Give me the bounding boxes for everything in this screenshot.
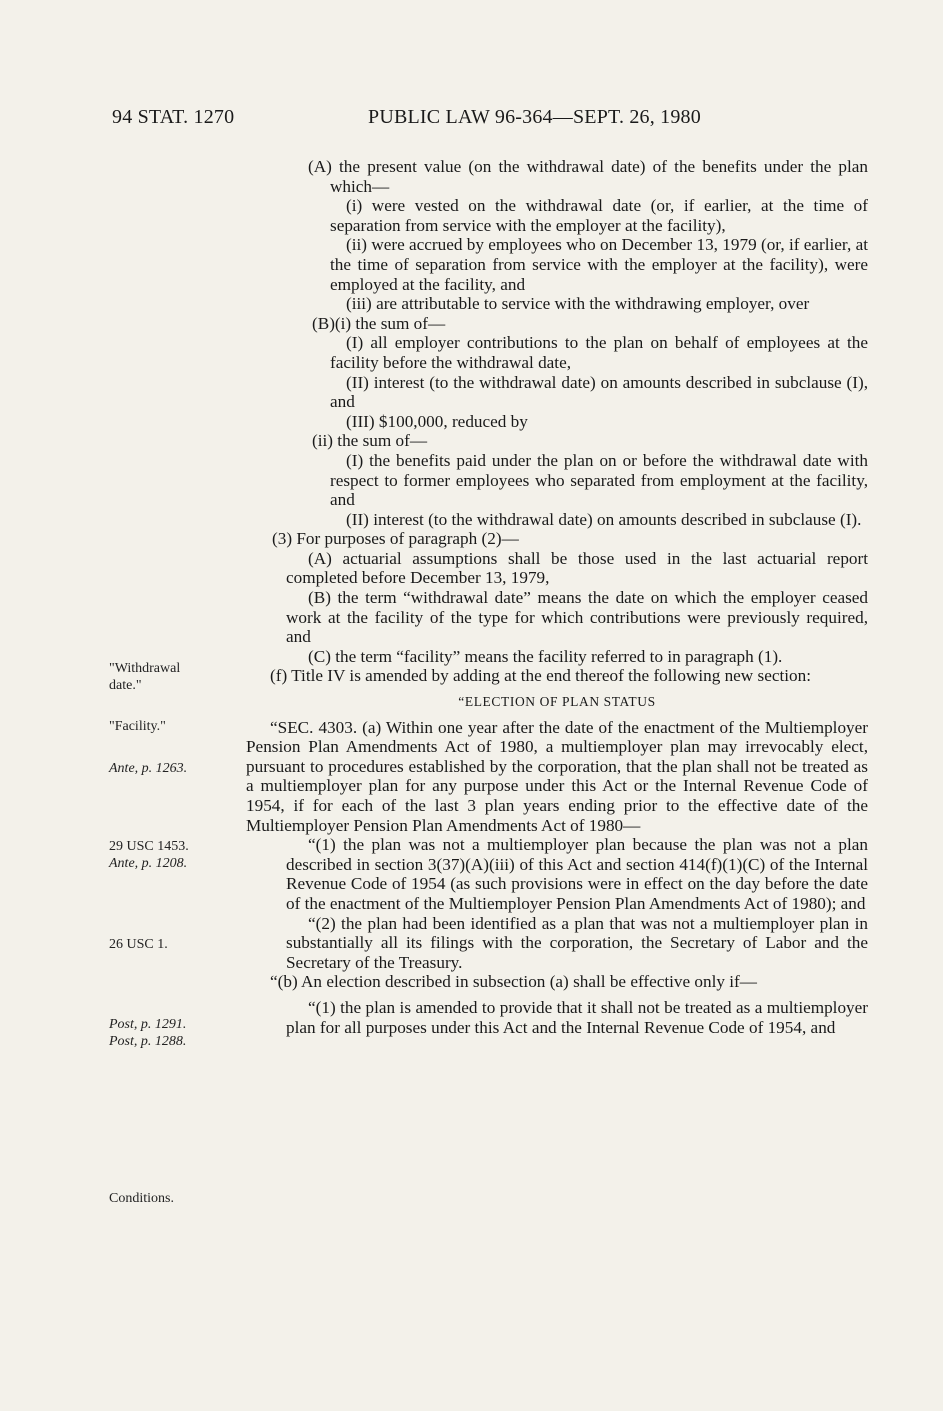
margin-note-facility: "Facility." xyxy=(109,719,166,734)
section-heading: “ELECTION OF PLAN STATUS xyxy=(458,694,656,710)
margin-note-post: Post, p. 1291. Post, p. 1288. xyxy=(109,1017,187,1049)
paragraph-A-present-value: (A) the present value (on the withdrawal date) of the benefits under the plan which— xyxy=(308,157,868,196)
paragraph-B-i: (B)(i) the sum of— xyxy=(312,313,446,333)
section-4303-b: “(b) An election described in subsection (a) shall be effective only if— xyxy=(270,972,757,992)
paragraph-3-A: (A) actuarial assumptions shall be those used in the last actuarial report completed before December 13, 1979, xyxy=(286,548,868,588)
clause-ii: (ii) were accrued by employees who on December 13, 1979 (or, if earlier, at the time of separation from service with the employer at the facility), were employed at the facility, and xyxy=(330,235,868,294)
paragraph-3: (3) For purposes of paragraph (2)— xyxy=(272,529,519,549)
margin-note-ante-1263: Ante, p. 1263. xyxy=(109,761,188,776)
clause-i: (i) were vested on the withdrawal date (or, if earlier, at the time of separation from service with the employer at the facility), xyxy=(330,196,868,235)
subclause-I-benefits: (I) the benefits paid under the plan on or before the withdrawal date with respect to former employees who separated from employment at the facility, and xyxy=(330,450,868,510)
margin-note-26-usc: 26 USC 1. xyxy=(109,937,168,952)
section-4303-a: “SEC. 4303. (a) Within one year after the date of the enactment of the Multiemployer Pension Plan Amendments Act of 1980, a multiemployer plan may irrevocably elect, pursuant to procedures established by the corporation, that the plan shall not be treated as a multiemployer plan for any purpose under this Act or the Internal Revenue Code of 1954, if for each of the last 3 plan years ending prior to the effective date of the Multiemployer Pension Plan Amendments Act of 1980— xyxy=(246,717,868,835)
margin-note-conditions: Conditions. xyxy=(109,1191,174,1206)
subclause-II: (II) interest (to the withdrawal date) on amounts described in subclause (I), and xyxy=(330,372,868,412)
stat-page-reference: 94 STAT. 1270 xyxy=(112,106,235,128)
margin-note-withdrawal-date: "Withdrawal date." xyxy=(109,661,181,693)
section-4303-a-1: “(1) the plan was not a multiemployer plan because the plan was not a plan described in section 3(37)(A)(iii) of this Act and section 414(f)(1)(C) of the Internal Revenue Code of 1954 (as such provisions were in effect on the day before the date of the enactment of the Multiemployer Pension Plan Amendments Act of 1980); and xyxy=(286,835,868,913)
paragraph-f: (f) Title IV is amended by adding at the end thereof the following new section: xyxy=(270,666,811,686)
clause-iii: (iii) are attributable to service with the withdrawing employer, over xyxy=(346,294,810,314)
paragraph-3-C: (C) the term “facility” means the facility referred to in paragraph (1). xyxy=(308,646,783,666)
statute-body xyxy=(246,157,868,1037)
subclause-II-interest: (II) interest (to the withdrawal date) on amounts described in subclause (I). xyxy=(346,509,862,529)
section-4303-a-2: “(2) the plan had been identified as a plan that was not a multiemployer plan in substantially all its filings with the corporation, the Secretary of Labor and the Secretary of the Treasury. xyxy=(286,913,868,972)
section-4303-b-1: “(1) the plan is amended to provide that it shall not be treated as a multiemployer plan for all purposes under this Act and the Internal Revenue Code of 1954, and xyxy=(286,997,868,1037)
subclause-I: (I) all employer contributions to the plan on behalf of employees at the facility before the withdrawal date, xyxy=(330,333,868,372)
paragraph-3-B: (B) the term “withdrawal date” means the date on which the employer ceased work at the facility of the type for which contributions were previously required, and xyxy=(286,588,868,647)
subclause-III: (III) $100,000, reduced by xyxy=(346,411,528,431)
public-law-title: PUBLIC LAW 96-364—SEPT. 26, 1980 xyxy=(368,106,701,128)
clause-ii-sum: (ii) the sum of— xyxy=(312,431,428,451)
margin-note-29-usc: 29 USC 1453. Ante, p. 1208. xyxy=(109,839,189,871)
